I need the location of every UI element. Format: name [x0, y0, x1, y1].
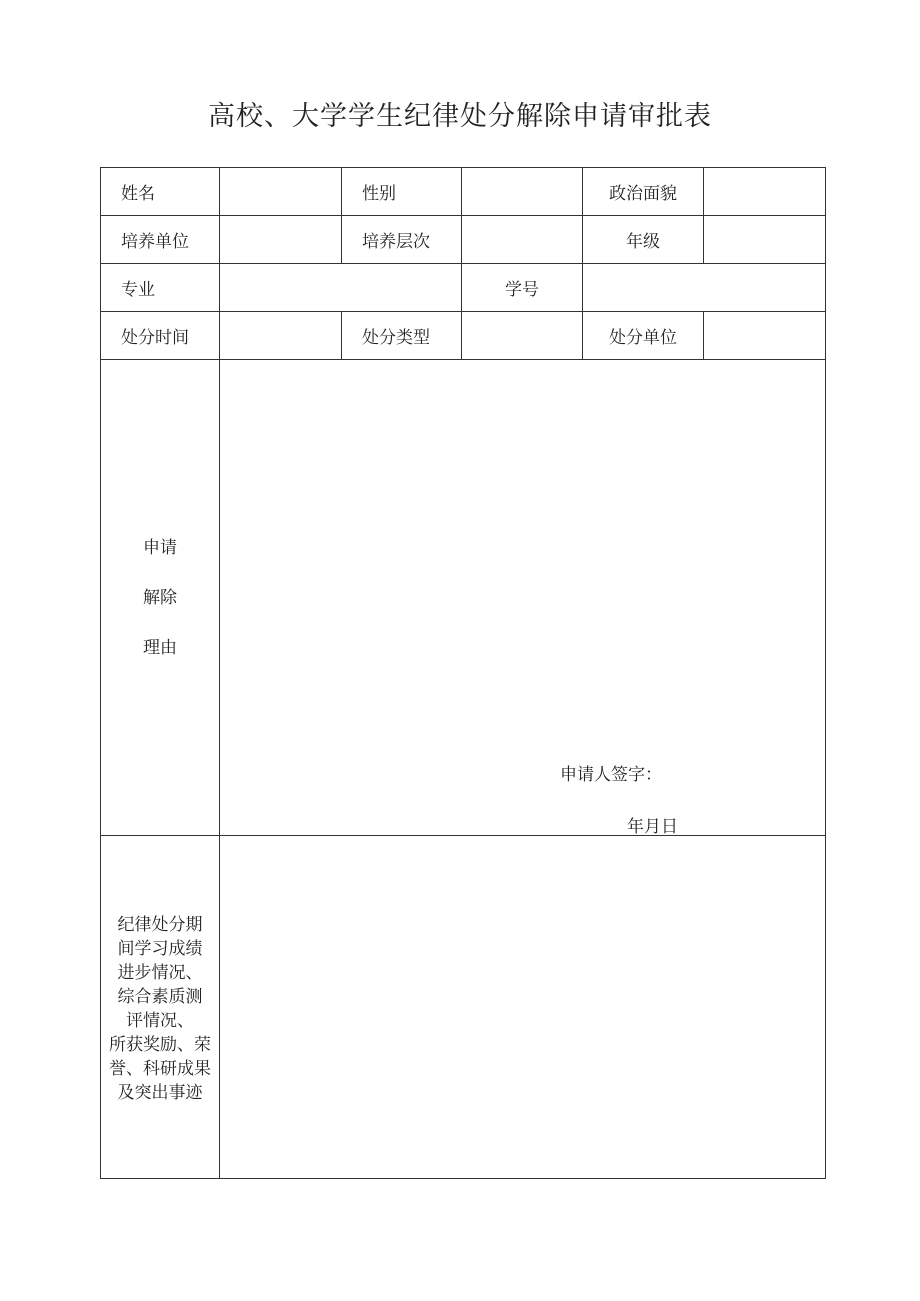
- gender-field[interactable]: [462, 168, 583, 216]
- gender-label: 性别: [342, 168, 462, 216]
- political-status-field[interactable]: [704, 168, 826, 216]
- record-label: [101, 836, 220, 1179]
- punishment-time-field[interactable]: [220, 312, 342, 360]
- reason-label-line: 解除: [143, 587, 177, 608]
- record-label-line: 纪律处分期: [117, 915, 203, 935]
- record-label-line: 誉、科研成果: [109, 1059, 211, 1079]
- record-label-line: 间学习成绩: [117, 939, 203, 959]
- row-major: [101, 264, 826, 312]
- date-label: 年月日: [627, 817, 678, 837]
- student-id-label: 学号: [462, 264, 583, 312]
- major-label: 专业: [101, 264, 220, 312]
- form-title: 高校、大学学生纪律处分解除申请审批表: [208, 101, 712, 132]
- row-record: [101, 836, 826, 1179]
- name-label: 姓名: [101, 168, 220, 216]
- applicant-signature-label: 申请人签字：: [560, 765, 662, 785]
- political-status-label: 政治面貌: [583, 168, 704, 216]
- reason-label-line: 理由: [143, 637, 177, 658]
- record-label-line: 及突出事迹: [117, 1083, 203, 1103]
- row-name: [101, 168, 826, 216]
- row-reason: [101, 360, 826, 836]
- record-label-line: 进步情况、: [117, 963, 203, 983]
- punishment-type-field[interactable]: [462, 312, 583, 360]
- student-id-field[interactable]: [583, 264, 826, 312]
- punishment-time-label: 处分时间: [101, 312, 220, 360]
- punishment-unit-label: 处分单位: [583, 312, 704, 360]
- reason-label-line: 申请: [143, 537, 177, 558]
- training-unit-field[interactable]: [220, 216, 342, 264]
- approval-form-table: [100, 167, 826, 1179]
- punishment-type-label: 处分类型: [342, 312, 462, 360]
- punishment-unit-field[interactable]: [704, 312, 826, 360]
- name-field[interactable]: [220, 168, 342, 216]
- record-label-line: 综合素质测: [117, 987, 203, 1007]
- record-label-line: 所获奖励、荣: [109, 1035, 211, 1055]
- training-level-label: 培养层次: [342, 216, 462, 264]
- record-field[interactable]: [220, 836, 826, 1179]
- grade-label: 年级: [583, 216, 704, 264]
- grade-field[interactable]: [704, 216, 826, 264]
- row-punishment: [101, 312, 826, 360]
- training-unit-label: 培养单位: [101, 216, 220, 264]
- training-level-field[interactable]: [462, 216, 583, 264]
- record-label-line: 评情况、: [126, 1011, 194, 1031]
- reason-field[interactable]: [220, 360, 826, 836]
- row-training: [101, 216, 826, 264]
- reason-label: [101, 360, 220, 836]
- major-field[interactable]: [220, 264, 462, 312]
